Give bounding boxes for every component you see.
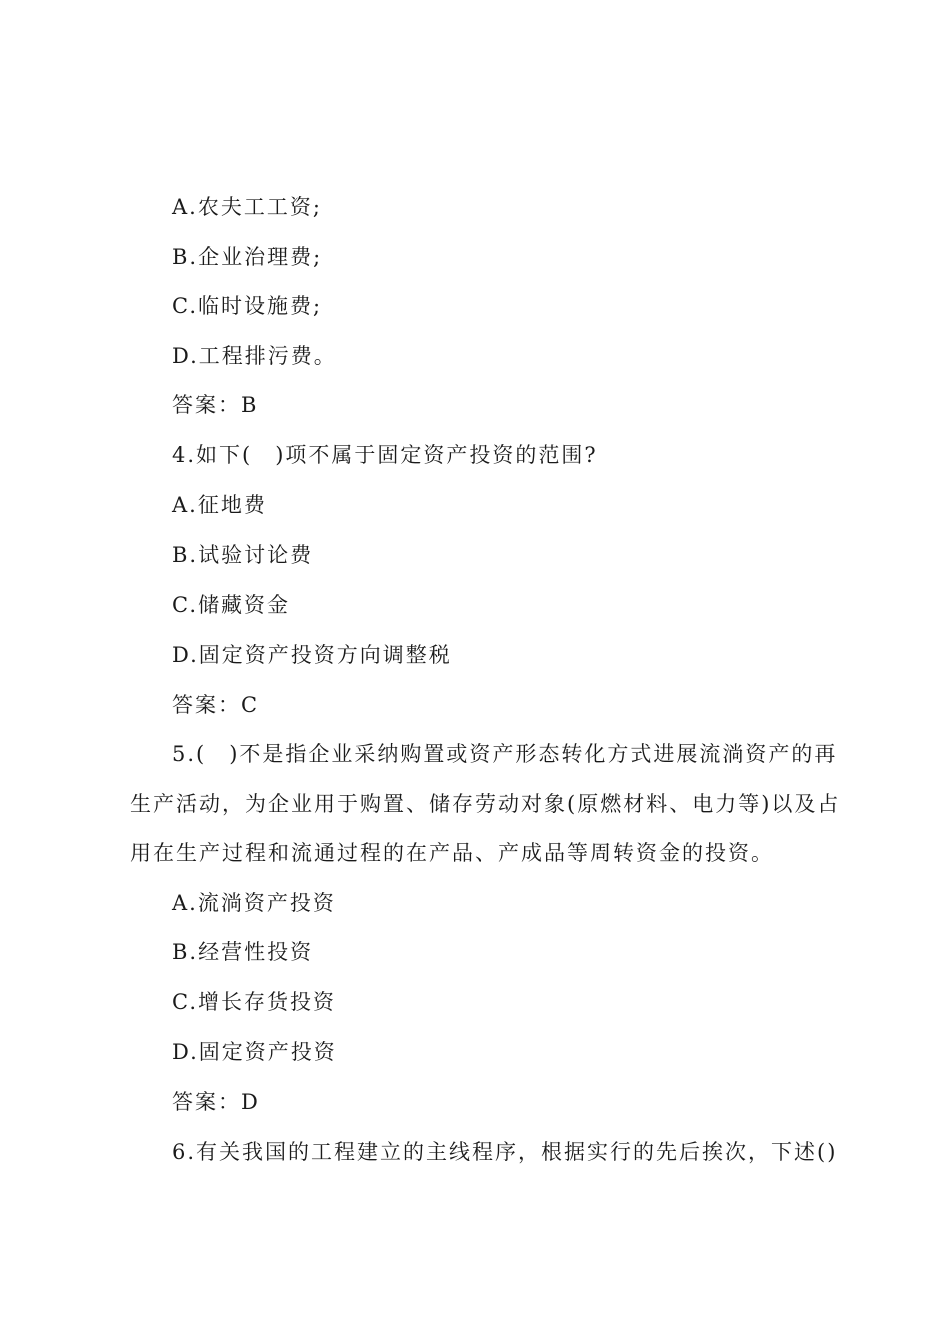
q6-question: 6.有关我国的工程建立的主线程序，根据实行的先后挨次，下述() — [172, 1140, 838, 1164]
q4-option-c: C.储藏资金 — [172, 593, 290, 617]
q5-option-d: D.固定资产投资 — [172, 1040, 337, 1064]
q5-question-line-2: 生产活动，为企业用于购置、储存劳动对象(原燃材料、电力等)以及占 — [130, 792, 841, 816]
q4-option-a: A.征地费 — [172, 493, 267, 517]
q4-answer: 答案：C — [172, 693, 260, 717]
q3-answer: 答案：B — [172, 393, 259, 417]
q4-option-b: B.试验讨论费 — [172, 543, 314, 567]
q3-option-b: B.企业治理费; — [172, 245, 323, 269]
q3-option-a: A.农夫工工资; — [172, 195, 322, 219]
q5-option-b: B.经营性投资 — [172, 940, 314, 964]
q3-option-d: D.工程排污费。 — [172, 344, 337, 368]
q5-question-line-1: 5.( )不是指企业采纳购置或资产形态转化方式进展流淌资产的再 — [172, 742, 838, 766]
q5-option-a: A.流淌资产投资 — [172, 891, 336, 915]
q5-option-c: C.增长存货投资 — [172, 990, 336, 1014]
q4-question: 4.如下( )项不属于固定资产投资的范围? — [172, 443, 598, 467]
q4-option-d: D.固定资产投资方向调整税 — [172, 643, 452, 667]
q3-option-c: C.临时设施费; — [172, 294, 323, 318]
q5-question-line-3: 用在生产过程和流通过程的在产品、产成品等周转资金的投资。 — [130, 841, 774, 865]
q5-answer: 答案：D — [172, 1090, 260, 1114]
